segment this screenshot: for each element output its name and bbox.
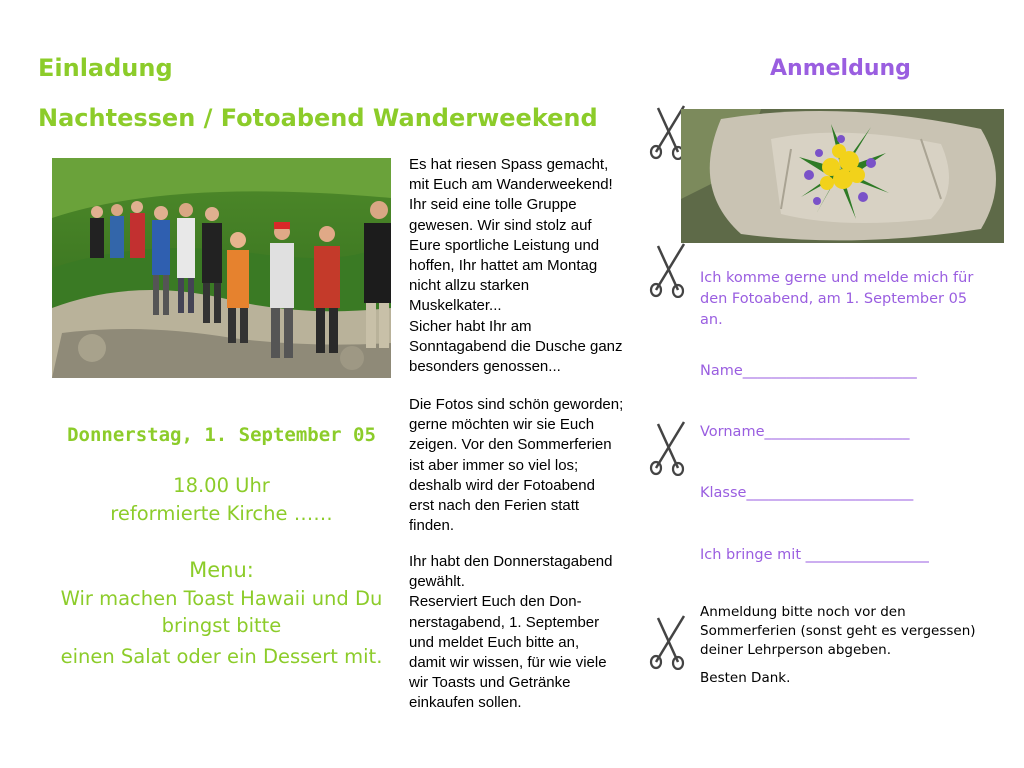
letter-line: Die Fotos sind schön geworden; — [409, 396, 624, 413]
letter-line: wir Toasts und Getränke — [409, 674, 571, 692]
registration-note — [700, 603, 976, 660]
registration-intro — [700, 268, 973, 331]
letter-line: gewesen. Wir sind stolz auf — [409, 216, 592, 234]
menu-line-2: bringst bitte — [161, 614, 282, 637]
klasse-field[interactable]: Klasse_______________________ — [700, 485, 914, 501]
invitation-subtitle: Nachtessen / Fotoabend Wanderweekend — [38, 104, 598, 132]
letter-line: gewählt. — [409, 573, 465, 591]
letter-line: Es hat riesen Spass gemacht, — [409, 156, 609, 173]
bringe-mit-field[interactable]: Ich bringe mit _________________ — [700, 547, 929, 563]
letter-paragraph-3 — [409, 552, 664, 714]
letter-line: mit Euch am Wanderweekend! — [409, 176, 613, 194]
note-line: Anmeldung bitte noch vor den — [700, 604, 906, 620]
event-time: 18.00 Uhr — [173, 474, 270, 497]
intro-line: an. — [700, 312, 723, 328]
letter-line: Reserviert Euch den Don- — [409, 593, 582, 611]
letter-line: Muskelkater... — [409, 297, 502, 315]
registration-thanks: Besten Dank. — [700, 670, 791, 686]
hiking-group-photo — [52, 158, 391, 378]
event-location: reformierte Kirche …… — [110, 502, 333, 525]
scissors-icon — [648, 240, 694, 298]
intro-line: Ich komme gerne und melde mich für — [700, 270, 974, 286]
letter-line: nicht allzu starken — [409, 277, 530, 295]
letter-line: Eure sportliche Leistung und — [409, 236, 600, 254]
name-field[interactable]: Name________________________ — [700, 363, 917, 379]
letter-line: besonders genossen... — [409, 358, 561, 376]
letter-line: Sonntagabend die Dusche ganz — [409, 337, 623, 355]
letter-line: damit wir wissen, für wie viele — [409, 654, 607, 672]
registration-title: Anmeldung — [770, 56, 911, 81]
letter-line: und meldet Euch bitte an, — [409, 633, 580, 651]
letter-paragraph-2 — [409, 395, 664, 536]
letter-paragraph-1 — [409, 155, 664, 377]
note-line: Sommerferien (sonst geht es vergessen) — [700, 623, 976, 639]
event-date: Donnerstag, 1. September 05 — [67, 424, 376, 446]
letter-line: einkaufen sollen. — [409, 694, 522, 712]
menu-line-3: einen Salat oder ein Dessert mit. — [60, 645, 383, 668]
letter-line: Ihr seid eine tolle Gruppe — [409, 196, 577, 214]
note-line: deiner Lehrperson abgeben. — [700, 642, 892, 658]
vorname-field[interactable]: Vorname____________________ — [700, 424, 910, 440]
intro-line: den Fotoabend, am 1. September 05 — [700, 291, 968, 307]
scissors-icon — [648, 418, 694, 476]
hiking-photo-illustration — [52, 158, 391, 378]
scissors-icon — [648, 612, 694, 670]
letter-line: zeigen. Vor den Sommerferien — [409, 436, 612, 454]
letter-line: finden. — [409, 517, 455, 535]
letter-line: Ihr habt den Donnerstagabend — [409, 553, 613, 570]
letter-line: erst nach den Ferien statt — [409, 497, 580, 515]
letter-line: gerne möchten wir sie Euch — [409, 416, 595, 434]
menu-line-1: Wir machen Toast Hawaii und Du — [60, 587, 383, 610]
letter-line: deshalb wird der Fotoabend — [409, 476, 595, 494]
letter-line: Sicher habt Ihr am — [409, 317, 532, 335]
letter-line: ist aber immer so viel los; — [409, 456, 579, 474]
invitation-title: Einladung — [38, 54, 173, 82]
letter-line: nerstagabend, 1. September — [409, 613, 600, 631]
flower-bouquet-on-rock-photo — [681, 109, 1004, 243]
flower-photo-illustration — [681, 109, 1004, 243]
menu-title: Menu: — [189, 558, 254, 582]
letter-line: hoffen, Ihr hattet am Montag — [409, 257, 598, 275]
